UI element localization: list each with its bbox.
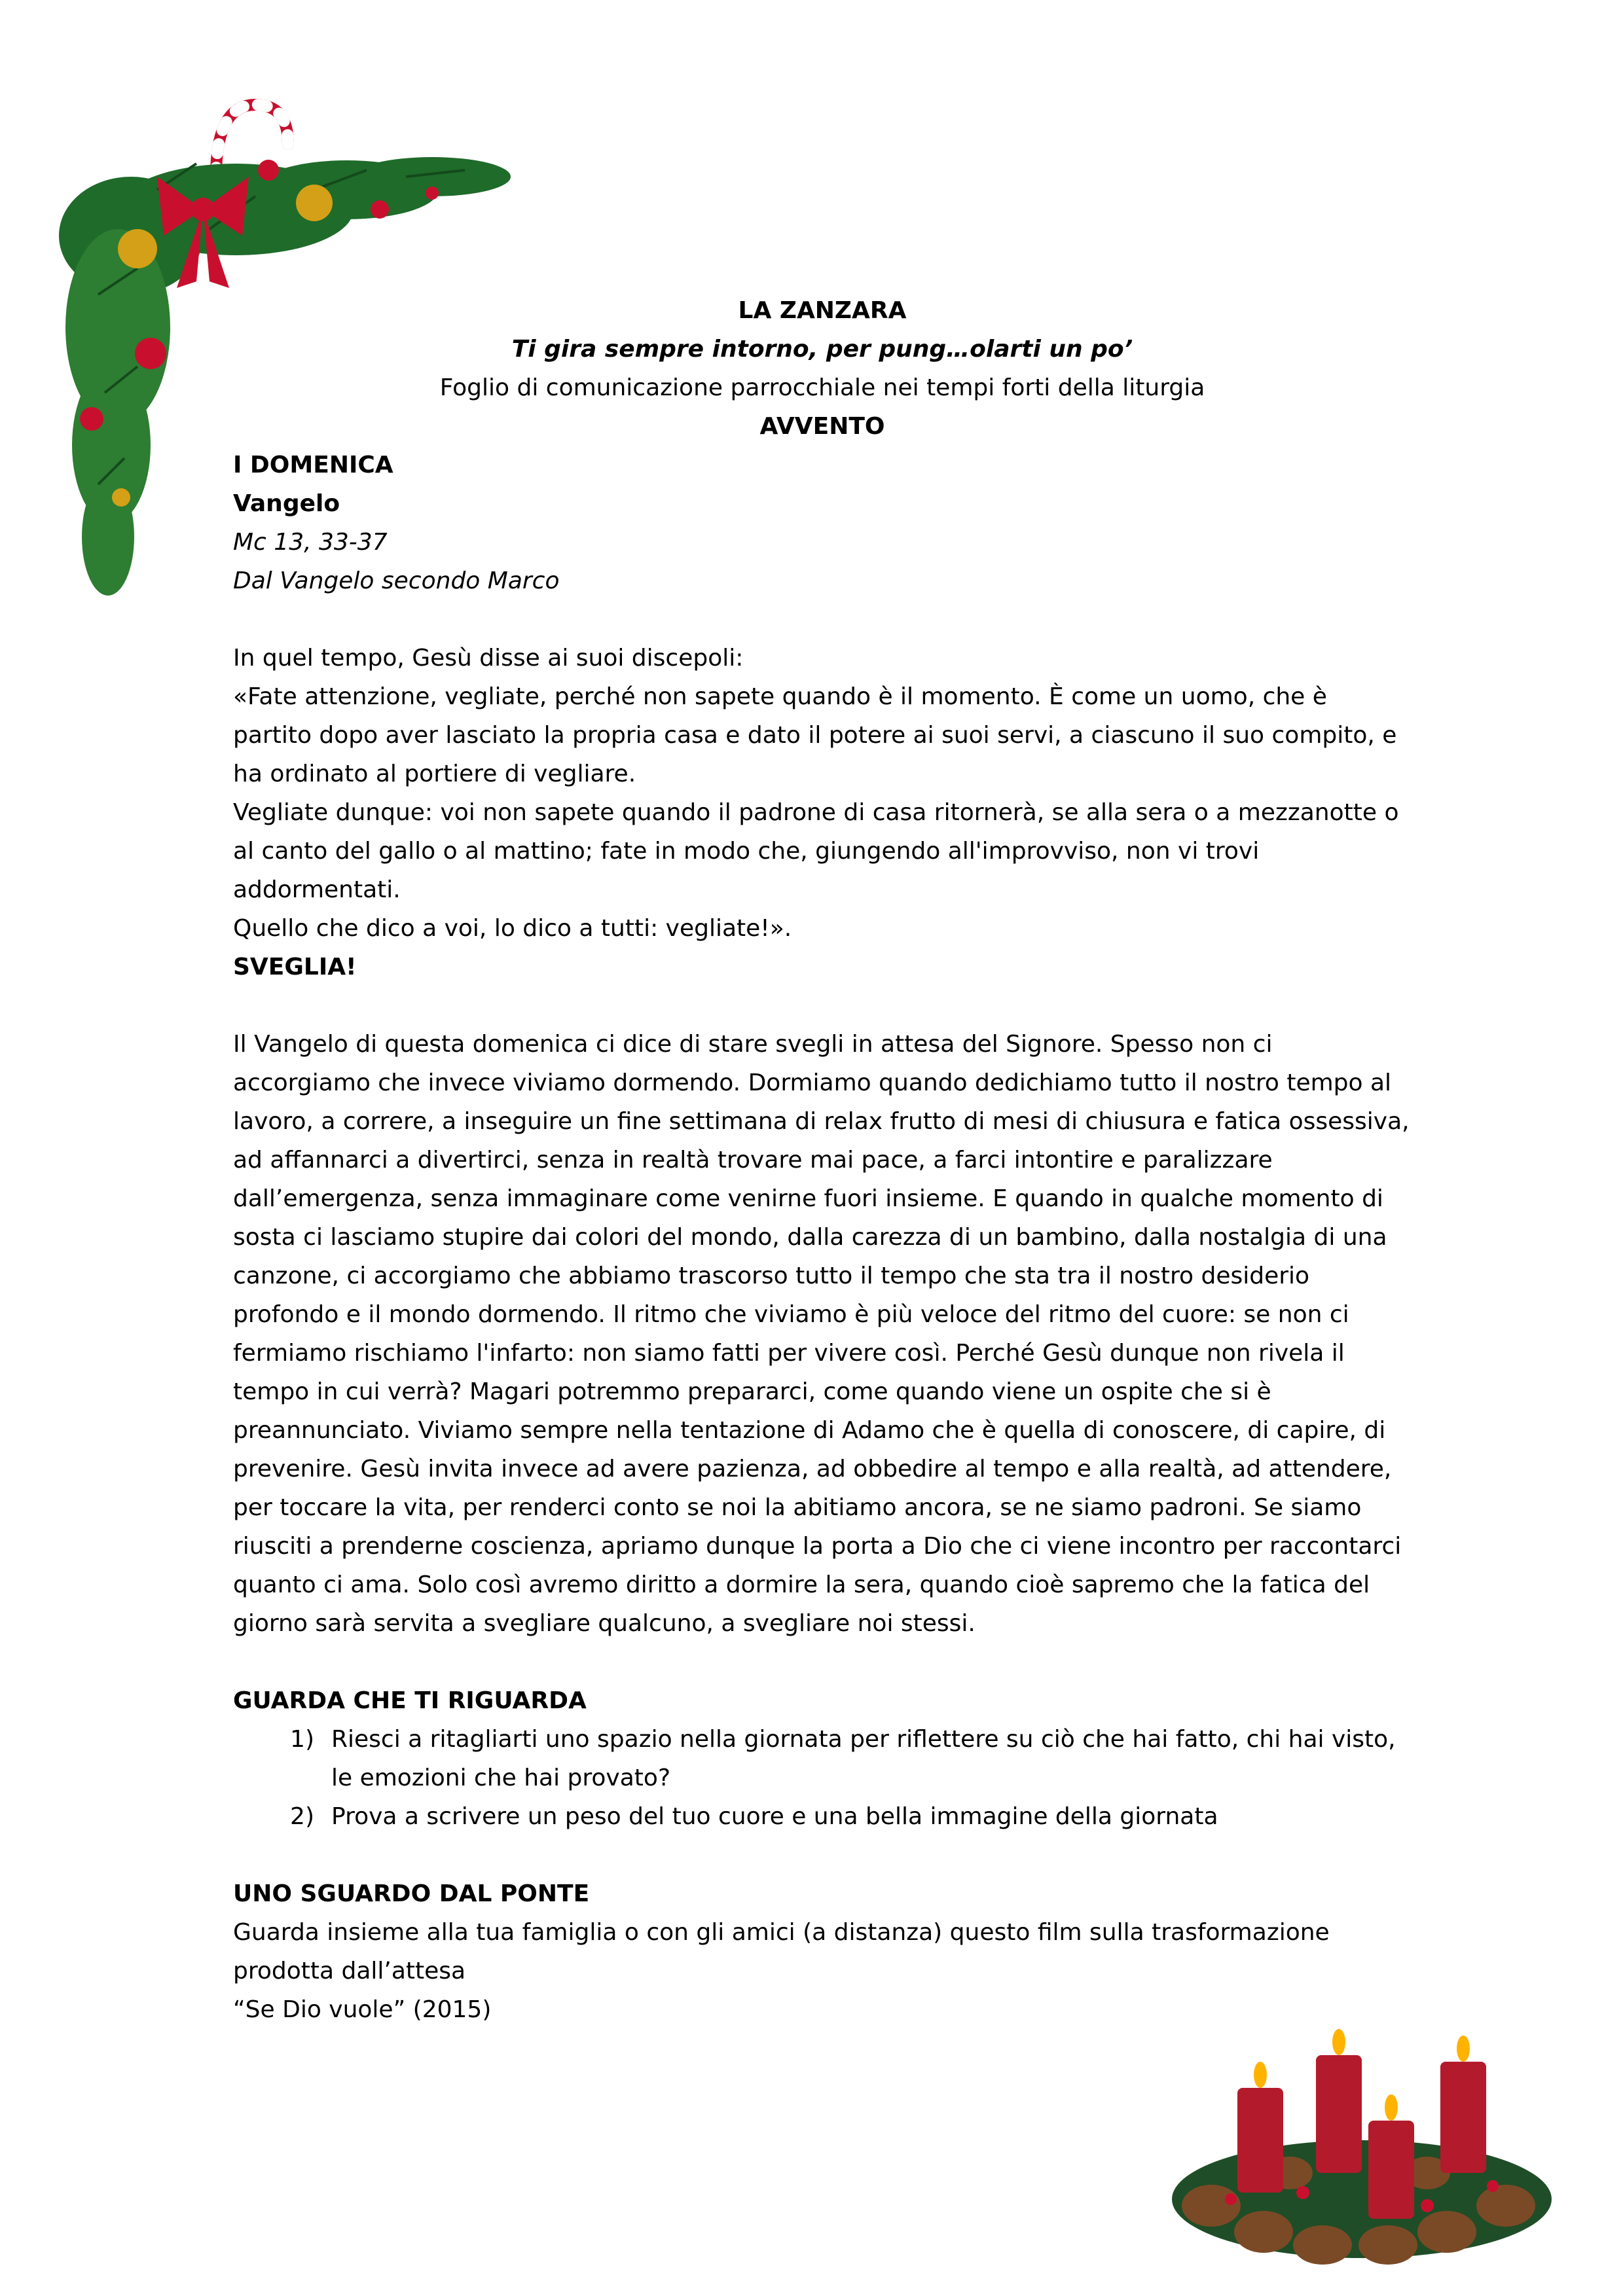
gospel-label: Vangelo xyxy=(233,490,340,517)
questions-list xyxy=(233,1720,1412,1836)
gospel-paragraph: In quel tempo, Gesù disse ai suoi discepoli: xyxy=(233,645,744,672)
reflection-heading: SVEGLIA! xyxy=(233,954,357,980)
list-number: 1) xyxy=(290,1726,314,1753)
film-text: Guarda insieme alla tua famiglia o con gli amici (a distanza) questo film sulla trasformazione prodotta dall’attesa xyxy=(233,1919,1330,1984)
reflection-text: Il Vangelo di questa domenica ci dice di stare svegli in attesa del Signore. Spesso non ci accorgiamo che invece viviamo dormendo. Dormiamo quando dedichiamo tutto il nostro tempo al lavoro, a correre, a inseguire un fine settimana di relax frutto di mesi di chiusura e fatica ossessiva, ad affannarci a divertirci, senza in realtà trovare mai pace, a farci intontire e paralizzare dall’emergenza, senza immaginare come venirne fuori insieme. E quando in qualche momento di sosta ci lasciamo stupire dai colori del mondo, dalla carezza di un bambino, dalla nostalgia di una canzone, ci accorgiamo che abbiamo trascorso tutto il tempo che sta tra il nostro desiderio profondo e il mondo dormendo. Il ritmo che viviamo è più veloce del ritmo del cuore: se non ci fermiamo rischiamo l'infarto: non siamo fatti per vivere così. Perché Gesù dunque non rivela il tempo in cui verrà? Magari potremmo prepararci, come quando viene un ospite che si è preannunciato. Viviamo sempre nella tentazione di Adamo che è quella di conoscere, di capire, di prevenire. Gesù invita invece ad avere pazienza, ad obbedire al tempo e alla realtà, ad attendere, per toccare la vita, per renderci conto se noi la abitiamo ancora, se ne siamo padroni. Se siamo riusciti a prenderne coscienza, apriamo dunque la porta a Dio che ci viene incontro per raccontarci quanto ci ama. Solo così avremo diritto a dormire la sera, quando cioè sapremo che la fatica del giorno sarà servita a svegliare qualcuno, a svegliare noi stessi. xyxy=(233,1031,1410,1637)
newsletter-title: LA ZANZARA xyxy=(738,297,907,324)
gospel-paragraph: Quello che dico a voi, lo dico a tutti: vegliate!». xyxy=(233,915,792,942)
list-text: Riesci a ritagliarti uno spazio nella giornata per riflettere su ciò che hai fatto, chi hai visto, le emozioni che hai provato? xyxy=(331,1726,1396,1791)
list-item xyxy=(233,1720,1412,1797)
season-heading: AVVENTO xyxy=(759,413,885,440)
newsletter-subtitle: Foglio di comunicazione parrocchiale nei tempi forti della liturgia xyxy=(439,374,1205,401)
questions-heading: GUARDA CHE TI RIGUARDA xyxy=(233,1687,587,1714)
sunday-heading: I DOMENICA xyxy=(233,452,393,478)
newsletter-content xyxy=(233,291,1412,2029)
list-item xyxy=(233,1797,1412,1836)
list-text: Prova a scrivere un peso del tuo cuore e una bella immagine della giornata xyxy=(331,1803,1218,1830)
film-title: “Se Dio vuole” (2015) xyxy=(233,1996,492,2023)
gospel-source: Dal Vangelo secondo Marco xyxy=(233,567,560,594)
gospel-paragraph: Vegliate dunque: voi non sapete quando il padrone di casa ritornerà, se alla sera o a mezzanotte o al canto del gallo o al mattino; fate in modo che, giungendo all'improvviso, non vi trovi addormentati. xyxy=(233,799,1399,903)
list-number: 2) xyxy=(290,1803,314,1830)
gospel-paragraph: «Fate attenzione, vegliate, perché non sapete quando è il momento. È come un uomo, che è partito dopo aver lasciato la propria casa e dato il potere ai suoi servi, a ciascuno il suo compito, e ha ordinato al portiere di vegliare. xyxy=(233,683,1397,787)
advent-wreath-candles-icon xyxy=(1152,1990,1571,2265)
gospel-reference: Mc 13, 33-37 xyxy=(233,529,388,556)
newsletter-tagline: Ti gira sempre intorno, per pung…olarti un po’ xyxy=(511,336,1133,363)
film-heading: UNO SGUARDO DAL PONTE xyxy=(233,1880,590,1907)
